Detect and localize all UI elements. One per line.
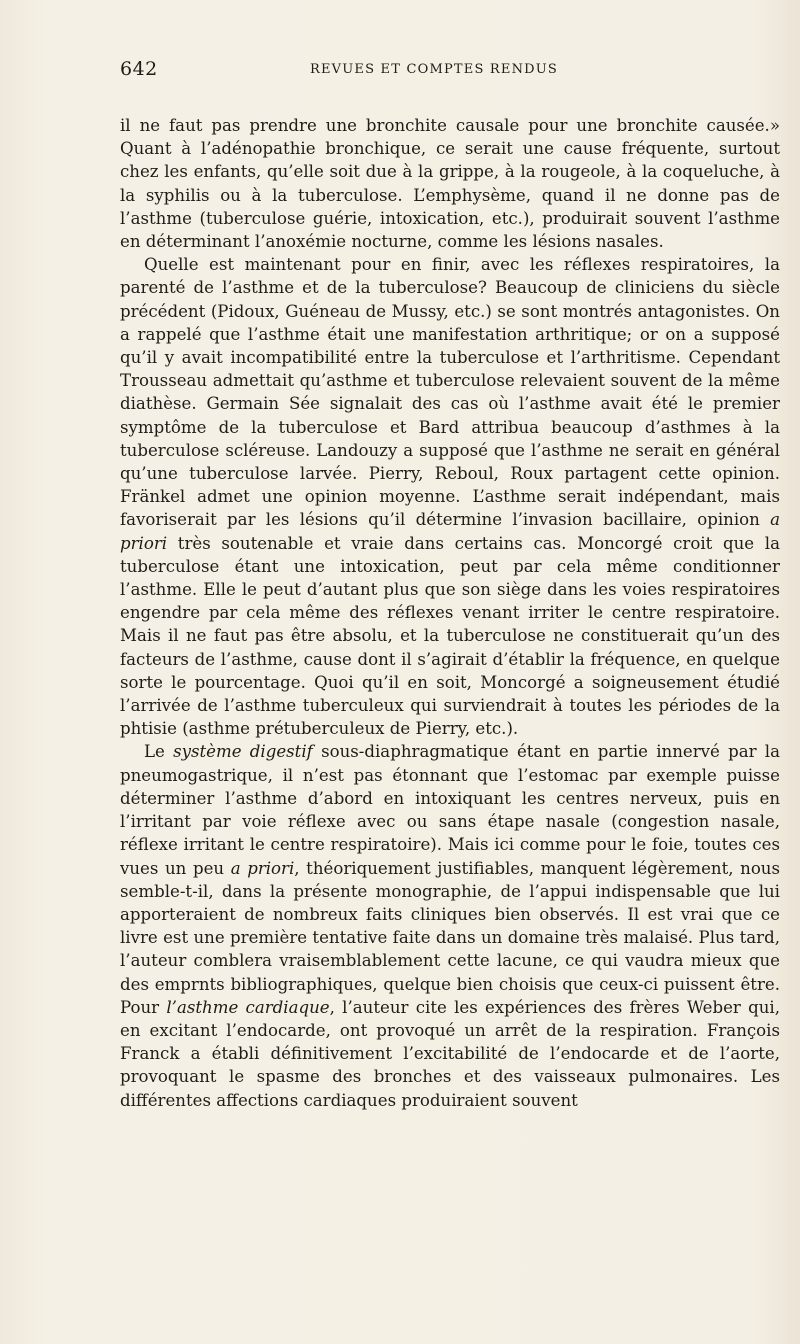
italic-text: l’asthme cardiaque — [166, 997, 330, 1017]
page-number: 642 — [120, 58, 158, 80]
text-segment: sous-diaphragmatique étant en partie innervé par la pneumogastrique, il n’est pas étonnant que l’estomac par exemple puisse déterminer l’asthme d’abord en intoxiquant les centres nerveux, puis en l’irritant par voie réflexe avec ou sans étape nasale (congestion nasale, réflexe irritant le centre respiratoire). Mais ici comme pour le foie, toutes ces vues un peu — [120, 742, 780, 878]
text-segment: très soutenable et vraie dans certains cas. Moncorgé croit que la tuberculose étant une intoxication, peut par cela même conditionner l’asthme. Elle le peut d’autant plus que son siège dans les voies respiratoires engendre par cela même des réflexes venant irriter le centre respiratoire. Mais il ne faut pas être absolu, et la tuberculose ne constituerait qu’un des facteurs de l’asthme, cause dont il s’agirait d’établir la fréquence, en quelque sorte le pourcentage. Quoi qu’il en soit, Moncorgé a soigneusement étudié l’arrivée de l’asthme tuberculeux qui surviendrait à toutes les périodes de la phtisie (asthme prétuberculeux de Pierry, etc.). — [120, 533, 780, 739]
text-segment: il ne faut pas prendre une bronchite causale pour une bronchite causée.» Quant à l’adénopathie bronchique, ce serait une cause fréquente, surtout chez les enfants, qu’elle soit due à la grippe, à la rougeole, à la coqueluche, à la syphilis ou à la tuberculose. L’emphysème, quand il ne donne pas de l’asthme (tuberculose guérie, intoxication, etc.), produirait souvent l’asthme en déterminant l’anoxémie nocturne, comme les lésions nasales. — [120, 116, 780, 252]
paragraph — [120, 740, 780, 1111]
text-segment: Quelle est maintenant pour en finir, avec les réflexes respiratoires, la parenté de l’asthme et de la tuberculose? Beaucoup de cliniciens du siècle précédent (Pidoux, Guéneau de Mussy, etc.) se sont montrés antagonistes. On a rappelé que l’asthme était une manifestation arthritique; or on a supposé qu’il y avait incompatibilité entre la tuberculose et l’arthritisme. Cependant Trousseau admettait qu’asthme et tuberculose relevaient souvent de la même diathèse. Germain Sée signalait des cas où l’asthme avait été le premier symptôme de la tuberculose et Bard attribua beaucoup d’asthmes à la tuberculose scléreuse. Landouzy a supposé que l’asthme ne serait en général qu’une tuberculose larvée. Pierry, Reboul, Roux partagent cette opinion. Fränkel admet une opinion moyenne. L’asthme serait indépendant, mais favoriserait par les lésions qu’il détermine l’invasion bacillaire, opinion — [120, 255, 780, 530]
text-segment: , théoriquement justifiables, manquent légèrement, nous semble-t-il, dans la présente monographie, de l’appui indispensable que lui apporteraient de nombreux faits cliniques bien observés. Il est vrai que ce livre est une première tentative faite dans un domaine très malaisé. Plus tard, l’auteur comblera vraisemblablement cette lacune, ce qui vaudra mieux que des emprnts bibliographiques, quelque bien choisis que ceux-ci puissent être. Pour — [120, 858, 781, 1017]
running-head: REVUES ET COMPTES RENDUS — [310, 62, 559, 77]
italic-text: a priori — [230, 858, 295, 878]
text-segment: , l’auteur cite les expériences des frères Weber qui, en excitant l’endocarde, ont provoqué un arrêt de la respiration. François Franck a établi définitivement l’excitabilité de l’endocarde et de l’aorte, provoquant le spasme des bronches et des vaisseaux pulmonaires. Les différentes affections cardiaques produiraient souvent — [120, 997, 780, 1110]
paragraph — [120, 114, 780, 253]
italic-text: système digestif — [173, 742, 313, 762]
paragraph — [120, 253, 780, 740]
body-text — [120, 114, 780, 1112]
page-header — [120, 58, 780, 88]
italic-text: a priori — [120, 510, 780, 553]
text-segment: Le — [144, 742, 174, 762]
